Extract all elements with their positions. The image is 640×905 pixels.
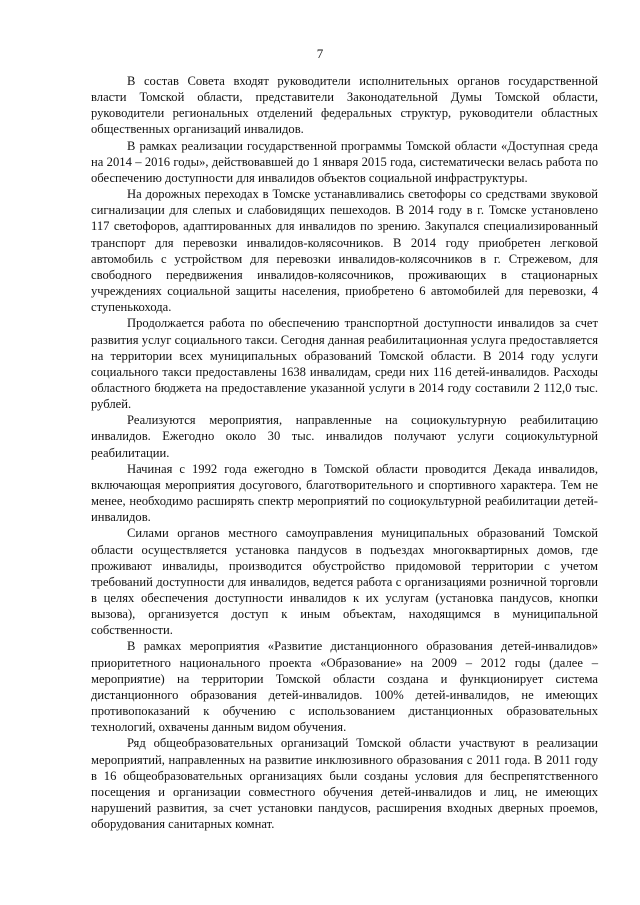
paragraph-council-composition: В состав Совета входят руководители исполнительных органов государственной власти Томской области, представители Законодательной Думы Томской области, руководители региональных отделений федеральных структур, руководители областных общественных организаций инвалидов.	[91, 74, 598, 137]
paragraph-distance-education: В рамках мероприятия «Развитие дистанционного образования детей-инвалидов» приоритетного национального проекта «Образование» на 2009 – 2012 годы (далее – мероприятие) на территории Томской области создана и функционирует система дистанционного образования детей-инвалидов. 100% детей-инвалидов, не имеющих противопоказаний к обучению с использованием дистанционных образовательных технологий, охвачены данным видом обучения.	[91, 639, 598, 735]
paragraph-inclusive-education: Ряд общеобразовательных организаций Томской области участвуют в реализации мероприятий, направленных на развитие инклюзивного образования с 2011 года. В 2011 году в 16 общеобразовательных организациях были созданы условия для беспрепятственного посещения и организации совместного обучения детей-инвалидов и лиц, не имеющих нарушений развития, за счет установки пандусов, расширения входных дверных проемов, оборудования санитарных комнат.	[91, 736, 598, 832]
paragraph-local-government-ramps: Силами органов местного самоуправления муниципальных образований Томской области осуществляется установка пандусов в подъездах многоквартирных домов, где проживают инвалиды, производится обустройство придомовой территории с учетом требований доступности для инвалидов, ведется работа с организациями розничной торговли в целях обеспечения доступности инвалидов к их услугам (установка пандусов, кнопки вызова), организуется доступ к иным объектам, находящимся в муниципальной собственности.	[91, 526, 598, 638]
page-number: 7	[316, 46, 324, 61]
paragraph-social-taxi: Продолжается работа по обеспечению транспортной доступности инвалидов за счет развития услуг социального такси. Сегодня данная реабилитационная услуга предоставляется на территории всех муниципальных образований Томской области. В 2014 году услуги социального такси предоставлены 1638 инвалидам, среди них 116 детей-инвалидов. Расходы областного бюджета на предоставление указанной услуги в 2014 году составили 2 112,0 тыс. рублей.	[91, 316, 598, 412]
paragraph-sociocultural-rehabilitation: Реализуются мероприятия, направленные на социокультурную реабилитацию инвалидов. Ежегодно около 30 тыс. инвалидов получают услуги социокультурной реабилитации.	[91, 413, 598, 460]
paragraph-accessible-environment-program: В рамках реализации государственной программы Томской области «Доступная среда на 2014 – 2016 годы», действовавшей до 1 января 2015 года, систематически велась работа по обеспечению доступности для инвалидов объектов социальной инфраструктуры.	[91, 138, 598, 185]
document-body	[91, 73, 598, 832]
paragraph-disability-decade: Начиная с 1992 года ежегодно в Томской области проводится Декада инвалидов, включающая мероприятия досугового, благотворительного и спортивного характера. Тем не менее, необходимо расширять спектр мероприятий по социокультурной реабилитации детей-инвалидов.	[91, 461, 598, 525]
paragraph-traffic-lights-and-transport: На дорожных переходах в Томске устанавливались светофоры со средствами звуковой сигнализации для слепых и слабовидящих пешеходов. В 2014 году в г. Томске установлено 117 светофоров, адаптированных для инвалидов по зрению. Закупался специализированный транспорт для перевозки инвалидов-колясочников. В 2014 году приобретен легковой автомобиль с устройством для перевозки инвалидов-колясочников в г. Стрежевом, для свободного передвижения инвалидов-колясочников, проживающих в стационарных учреждениях социальной защиты населения, приобретено 6 автомобилей для перевозки, 4 ступенькохода.	[91, 187, 598, 315]
